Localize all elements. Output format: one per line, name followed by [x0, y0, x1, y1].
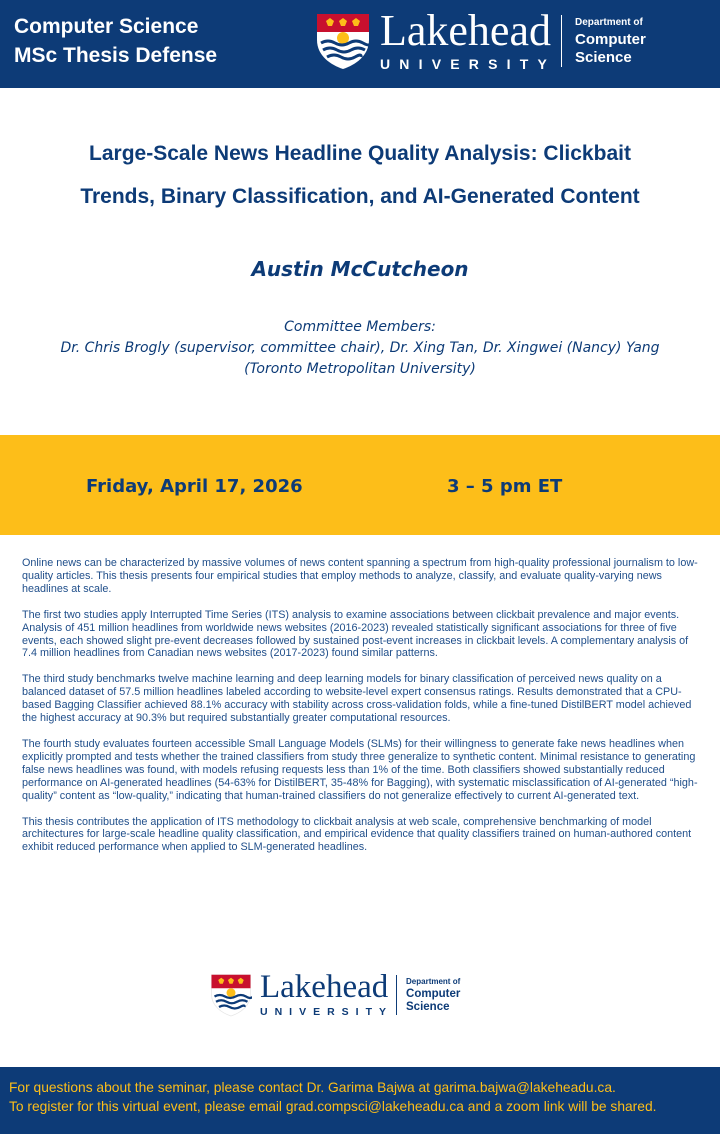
- header-title-line2: MSc Thesis Defense: [14, 44, 218, 67]
- logo-university: UNIVERSITY: [380, 56, 557, 72]
- thesis-title: [20, 132, 700, 218]
- footer-banner: [0, 1067, 720, 1134]
- lakehead-logo-footer: [210, 971, 460, 1018]
- logo-department-line3: Science: [406, 1000, 450, 1013]
- author-name: Austin McCutcheon: [251, 257, 469, 281]
- header-title: [14, 12, 217, 70]
- abstract-paragraph: Online news can be characterized by massive volumes of news content spanning a spectrum from high-quality professional journalism to low-quality articles. This thesis presents four empirical studies that employ methods to analyze, classify, and evaluate quality-varying news headlines at scale.: [22, 557, 698, 595]
- lakehead-shield-icon: [315, 12, 371, 70]
- logo-department-line2: Computer: [406, 987, 461, 1000]
- abstract-paragraph: The third study benchmarks twelve machine learning and deep learning models for binary classification of perceived news quality on a balanced dataset of 57.5 million headlines labeled according to website-level expert consensus ratings. Results demonstrated that a CPU-based Bagging Classifier achieved 88.1% accuracy with stability across cross-validation folds, while a fine-tuned DistilBERT model achieved the highest accuracy at 90.3% but required substantially greater computational resources.: [22, 673, 692, 725]
- thesis-title-line2: Trends, Binary Classification, and AI-Generated Content: [80, 185, 640, 208]
- event-date: Friday, April 17, 2026: [86, 476, 303, 497]
- lakehead-shield-icon: [210, 973, 252, 1017]
- logo-department-line2: Computer: [575, 30, 646, 48]
- logo-wordmark: [380, 6, 557, 72]
- logo-name: Lakehead: [380, 6, 551, 55]
- logo-divider: [561, 15, 562, 67]
- logo-department: [575, 15, 646, 67]
- committee-label: Committee Members:: [284, 319, 436, 335]
- logo-name: Lakehead: [260, 969, 389, 1005]
- logo-divider: [396, 975, 397, 1015]
- logo-wordmark: [260, 971, 393, 1018]
- header-banner: [0, 0, 720, 88]
- abstract-paragraph: The fourth study evaluates fourteen accessible Small Language Models (SLMs) for their willingness to generate fake news headlines when explicitly prompted and tests whether the trained classifiers from study three generalize to synthetic content. Minimal resistance to generating false news headlines was found, with models refusing requests less than 1% of the time. Both classifiers showed substantially reduced performance on AI-generated headlines (54-63% for DistilBERT, 35-48% for Bagging), with systematic misclassification of AI-generated “high-quality” content as “low-quality,” indicating that human-trained classifiers do not generalize effectively to current AI-generated text.: [22, 737, 698, 802]
- logo-department-line1: Department of: [575, 16, 643, 28]
- logo-university: UNIVERSITY: [260, 1006, 394, 1018]
- footer-register-line: To register for this virtual event, please email grad.compsci@lakeheadu.ca and a zoom link will be shared.: [9, 1099, 657, 1114]
- committee: [60, 317, 660, 380]
- event-time: 3 – 5 pm ET: [447, 476, 563, 497]
- header-title-line1: Computer Science: [14, 15, 199, 38]
- abstract: [22, 557, 698, 867]
- footer-contact-line: For questions about the seminar, please contact Dr. Garima Bajwa at garima.bajwa@lakeheadu.ca.: [9, 1080, 616, 1095]
- abstract-paragraph: This thesis contributes the application of ITS methodology to clickbait analysis at web scale, comprehensive benchmarking of model architectures for large-scale headline quality classification, and empirical evidence that quality classifiers trained on human-authored content exhibit reduced performance when applied to SLM-generated headlines.: [22, 815, 692, 854]
- thesis-title-line1: Large-Scale News Headline Quality Analysis: Clickbait: [89, 142, 631, 165]
- logo-department-line3: Science: [575, 48, 632, 66]
- abstract-paragraph: The first two studies apply Interrupted Time Series (ITS) analysis to examine associations between clickbait prevalence and major events. Analysis of 451 million headlines from worldwide news websites (2016-2023) revealed statistically significant associations for three of five events, each showed slight pre-event decreases followed by sustained post-event increases in clickbait levels. A complementary analysis of 7.4 million headlines from Canadian news websites (2017-2023) found similar patterns.: [22, 608, 689, 660]
- logo-department: [406, 976, 460, 1014]
- lakehead-logo-header: [315, 6, 646, 72]
- logo-department-line1: Department of: [406, 976, 461, 986]
- committee-members: Dr. Chris Brogly (supervisor, committee chair), Dr. Xing Tan, Dr. Xingwei (Nancy) Yang (Toronto Metropolitan University): [60, 340, 660, 377]
